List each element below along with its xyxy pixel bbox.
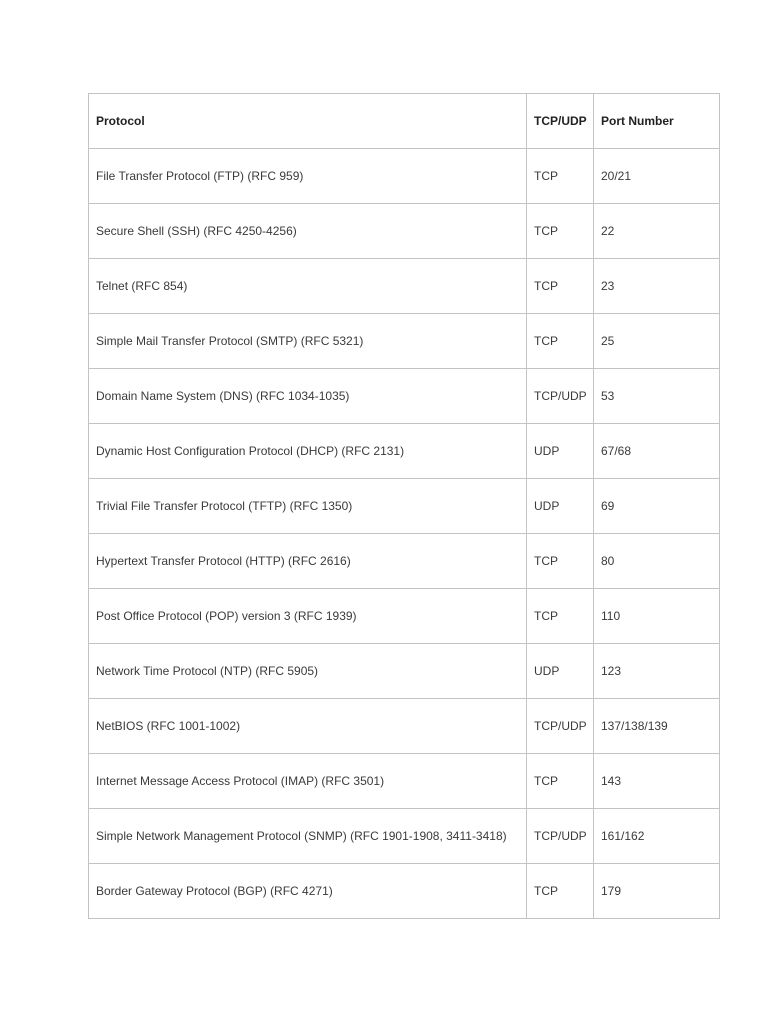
table-row [89,259,720,314]
cell-transport: TCP [527,314,594,369]
cell-protocol: Network Time Protocol (NTP) (RFC 5905) [89,644,527,699]
cell-port-number: 110 [594,589,720,644]
cell-transport: TCP [527,589,594,644]
cell-port-number: 25 [594,314,720,369]
table-row [89,699,720,754]
cell-protocol: Internet Message Access Protocol (IMAP) (RFC 3501) [89,754,527,809]
cell-transport: TCP/UDP [527,809,594,864]
cell-protocol: Border Gateway Protocol (BGP) (RFC 4271) [89,864,527,919]
cell-protocol: Domain Name System (DNS) (RFC 1034-1035) [89,369,527,424]
cell-port-number: 53 [594,369,720,424]
table-row [89,479,720,534]
cell-port-number: 161/162 [594,809,720,864]
cell-port-number: 23 [594,259,720,314]
table-row [89,424,720,479]
table-header-row [89,94,720,149]
table-row [89,534,720,589]
table-row [89,644,720,699]
cell-protocol: Trivial File Transfer Protocol (TFTP) (RFC 1350) [89,479,527,534]
cell-transport: UDP [527,424,594,479]
cell-transport: TCP/UDP [527,369,594,424]
cell-protocol: Post Office Protocol (POP) version 3 (RFC 1939) [89,589,527,644]
cell-transport: TCP [527,204,594,259]
cell-transport: TCP [527,259,594,314]
table-row [89,149,720,204]
table-row [89,754,720,809]
cell-protocol: Dynamic Host Configuration Protocol (DHCP) (RFC 2131) [89,424,527,479]
table-row [89,369,720,424]
cell-transport: UDP [527,644,594,699]
cell-port-number: 80 [594,534,720,589]
cell-transport: TCP [527,534,594,589]
cell-port-number: 69 [594,479,720,534]
cell-protocol: NetBIOS (RFC 1001-1002) [89,699,527,754]
cell-port-number: 123 [594,644,720,699]
table-row [89,589,720,644]
cell-protocol: File Transfer Protocol (FTP) (RFC 959) [89,149,527,204]
table-row [89,314,720,369]
cell-port-number: 20/21 [594,149,720,204]
header-protocol: Protocol [89,94,527,149]
cell-port-number: 137/138/139 [594,699,720,754]
table-row [89,809,720,864]
cell-protocol: Simple Network Management Protocol (SNMP) (RFC 1901-1908, 3411-3418) [89,809,527,864]
cell-port-number: 67/68 [594,424,720,479]
table-row [89,204,720,259]
cell-protocol: Secure Shell (SSH) (RFC 4250-4256) [89,204,527,259]
cell-transport: UDP [527,479,594,534]
cell-transport: TCP [527,864,594,919]
cell-protocol: Telnet (RFC 854) [89,259,527,314]
cell-port-number: 22 [594,204,720,259]
cell-transport: TCP/UDP [527,699,594,754]
cell-transport: TCP [527,149,594,204]
cell-port-number: 179 [594,864,720,919]
protocol-port-table [88,93,720,919]
cell-port-number: 143 [594,754,720,809]
table-row [89,864,720,919]
cell-protocol: Simple Mail Transfer Protocol (SMTP) (RFC 5321) [89,314,527,369]
cell-transport: TCP [527,754,594,809]
cell-protocol: Hypertext Transfer Protocol (HTTP) (RFC 2616) [89,534,527,589]
table-body [89,149,720,919]
header-transport: TCP/UDP [527,94,594,149]
header-port-number: Port Number [594,94,720,149]
